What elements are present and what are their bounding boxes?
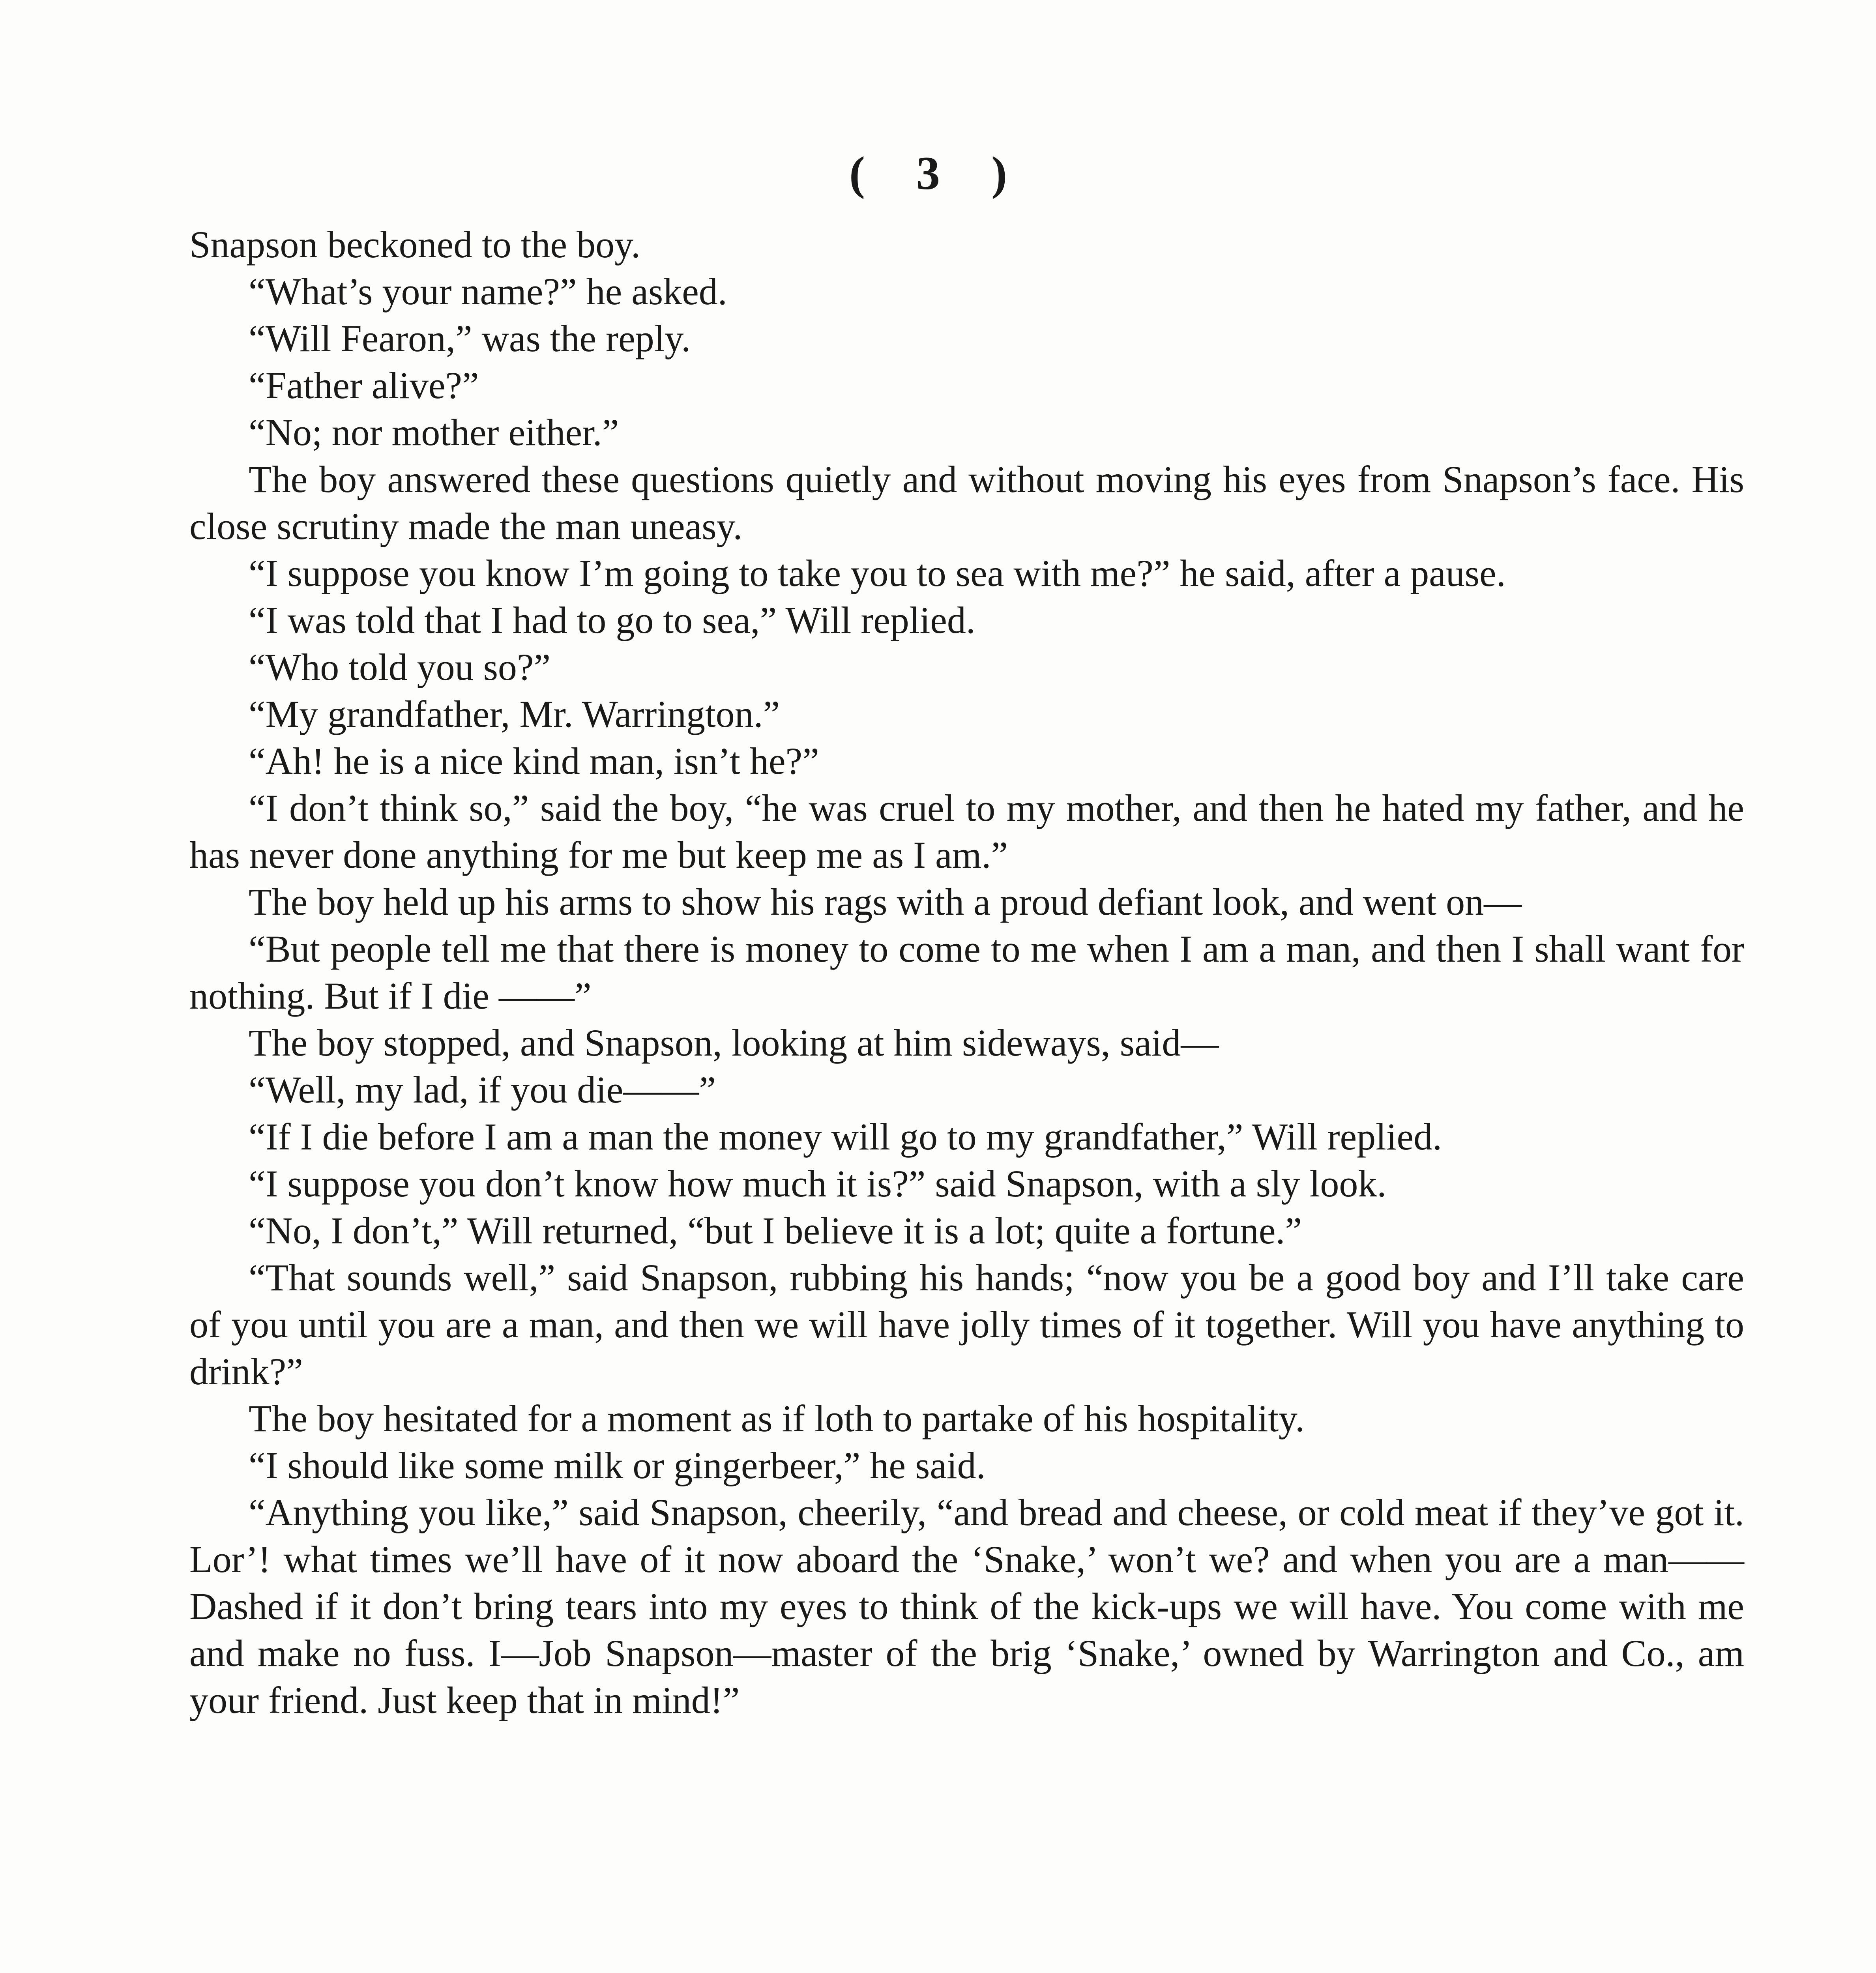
paragraph: The boy hesitated for a moment as if loth to partake of his hospitality.	[249, 1397, 1305, 1440]
paragraph: The boy stopped, and Snapson, looking at him sideways, said—	[249, 1022, 1219, 1064]
paragraph: “No, I don’t,” Will returned, “but I believe it is a lot; quite a fortune.”	[249, 1209, 1302, 1252]
paragraph: “Well, my lad, if you die——”	[249, 1069, 716, 1111]
paragraph: “Anything you like,” said Snapson, cheerily, “and bread and cheese, or cold meat if they’ve got it. Lor’! what times we’ll have of it now aboard the ‘Snake,’ won’t we? and when you are a man——Dashed if it don’t bring tears into my eyes to think of the kick-ups we will have. You come with me and make no fuss. I—Job Snapson—master of the brig ‘Snake,’ owned by Warrington and Co., am your friend. Just keep that in mind!”	[189, 1491, 1744, 1721]
paragraph: “If I die before I am a man the money will go to my grandfather,” Will replied.	[249, 1116, 1442, 1158]
paragraph: “I suppose you don’t know how much it is?” said Snapson, with a sly look.	[249, 1162, 1387, 1205]
paragraph: “No; nor mother either.”	[249, 411, 619, 453]
paragraph: The boy answered these questions quietly and without moving his eyes from Snapson’s face. His close scrutiny made the man uneasy.	[189, 458, 1744, 547]
paragraph: “Father alive?”	[249, 364, 479, 406]
paragraph: “Ah! he is a nice kind man, isn’t he?”	[249, 740, 819, 782]
chapter-one-ending	[189, 221, 1744, 1724]
paragraph: “That sounds well,” said Snapson, rubbing his hands; “now you be a good boy and I’ll take care of you until you are a man, and then we will have jolly times of it together. Will you have anything to drink?”	[189, 1256, 1744, 1393]
paragraph: “I was told that I had to go to sea,” Will replied.	[249, 599, 975, 641]
paragraph: Snapson beckoned to the boy.	[189, 223, 640, 266]
paragraph: “Who told you so?”	[249, 646, 551, 688]
paragraph: “I should like some milk or gingerbeer,” he said.	[249, 1444, 986, 1486]
paragraph: “My grandfather, Mr. Warrington.”	[249, 693, 780, 735]
paragraph: “But people tell me that there is money to come to me when I am a man, and then I shall want for nothing. But if I die ——”	[189, 928, 1744, 1017]
paragraph: “What’s your name?” he asked.	[249, 270, 727, 313]
paragraph: “I don’t think so,” said the boy, “he was cruel to my mother, and then he hated my father, and he has never done anything for me but keep me as I am.”	[189, 787, 1744, 876]
paragraph: The boy held up his arms to show his rags with a proud defiant look, and went on—	[249, 881, 1522, 923]
paragraph: “I suppose you know I’m going to take you to sea with me?” he said, after a pause.	[249, 552, 1506, 594]
page-number: ( 3 )	[849, 147, 1027, 199]
paragraph: “Will Fearon,” was the reply.	[249, 317, 691, 359]
